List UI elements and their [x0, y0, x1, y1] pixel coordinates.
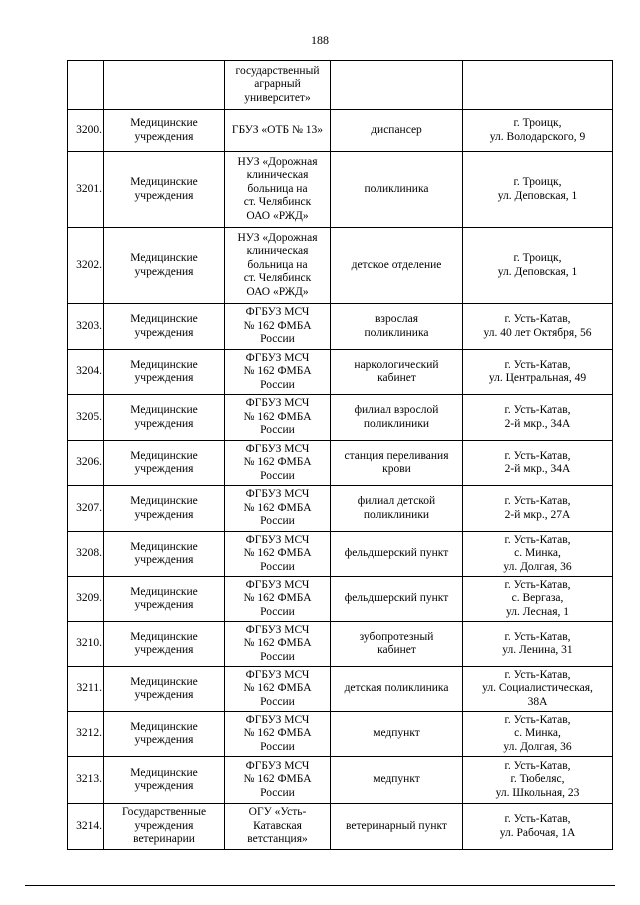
- category-cell-line: учреждения: [134, 463, 194, 475]
- address-cell-line: г. Усть-Катав,: [504, 313, 571, 325]
- table-row: [68, 532, 613, 577]
- category-cell: [104, 350, 225, 395]
- organization-cell-line: № 162 ФМБА: [243, 592, 312, 605]
- organization-cell: [225, 61, 331, 110]
- address-cell-line: ул. Лесная, 1: [506, 605, 569, 618]
- category-cell: [104, 486, 225, 532]
- footer-rule: [25, 885, 615, 886]
- type-cell-line: медпункт: [373, 773, 420, 786]
- type-cell: [331, 577, 463, 622]
- address-cell: [463, 61, 613, 110]
- organization-cell-line: № 162 ФМБА: [243, 319, 312, 332]
- category-cell-line: учреждения: [134, 734, 194, 746]
- address-cell-line: г. Усть-Катав,: [504, 713, 571, 726]
- row-number-cell: 3208.: [68, 532, 104, 577]
- table-row: [68, 486, 613, 532]
- type-cell-line: диспансер: [371, 123, 422, 136]
- organization-cell-line: ФГБУЗ МСЧ: [245, 533, 310, 546]
- category-cell-line: Медицинские: [130, 766, 198, 779]
- organization-cell-line: ФГБУЗ МСЧ: [245, 668, 310, 681]
- category-cell-line: Медицинские: [130, 630, 198, 643]
- organization-cell-line: России: [260, 515, 295, 528]
- row-number-cell: 3214.: [68, 804, 104, 850]
- organization-cell: [225, 577, 331, 622]
- organization-cell-line: № 162 ФМБА: [243, 410, 312, 423]
- organization-cell-line: России: [260, 333, 295, 346]
- address-cell-line: ул. 40 лет Октября, 56: [483, 326, 592, 339]
- row-number-cell: 3200.: [68, 110, 104, 152]
- type-cell: [331, 350, 463, 395]
- organization-cell-line: ОАО «РЖД»: [246, 209, 309, 222]
- category-cell: [104, 441, 225, 486]
- category-cell-line: Медицинские: [130, 449, 198, 462]
- address-cell-line: г. Усть-Катав,: [504, 578, 571, 591]
- organization-cell-line: государственный: [235, 64, 320, 77]
- address-cell-line: г. Усть-Катав,: [504, 404, 571, 416]
- row-number-cell: 3211.: [68, 667, 104, 712]
- address-cell: [463, 712, 613, 757]
- address-cell-line: 2-й мкр., 27А: [504, 508, 571, 521]
- organization-cell-line: России: [260, 424, 295, 437]
- table-row: [68, 804, 613, 850]
- type-cell: [331, 441, 463, 486]
- organization-cell: [225, 486, 331, 532]
- organization-cell-line: клиническая: [246, 169, 309, 182]
- address-cell-line: г. Тюбеляс,: [510, 773, 565, 786]
- organization-cell-line: ФГБУЗ МСЧ: [245, 306, 310, 319]
- category-cell: [104, 395, 225, 441]
- type-cell: [331, 804, 463, 850]
- type-cell-line: детское отделение: [351, 258, 442, 271]
- address-cell: [463, 486, 613, 532]
- row-number-cell: 3212.: [68, 712, 104, 757]
- type-cell-line: кабинет: [377, 372, 416, 384]
- row-number-cell: 3205.: [68, 395, 104, 441]
- organization-cell-line: № 162 ФМБА: [243, 682, 312, 695]
- category-cell-line: учреждения: [134, 130, 194, 143]
- table-row: [68, 61, 613, 110]
- type-cell-line: поликлиники: [363, 508, 430, 521]
- category-cell: [104, 110, 225, 152]
- address-cell-line: г. Усть-Катав,: [504, 533, 571, 546]
- table-row: [68, 395, 613, 441]
- organization-cell-line: ФГБУЗ МСЧ: [245, 713, 310, 726]
- registry-table: [67, 60, 613, 850]
- address-cell: [463, 110, 613, 152]
- category-cell-line: Медицинские: [130, 404, 198, 416]
- organization-cell: [225, 712, 331, 757]
- type-cell-line: зубопротезный: [359, 630, 434, 643]
- table-row: [68, 441, 613, 486]
- address-cell: [463, 228, 613, 304]
- category-cell-line: учреждения: [134, 326, 194, 339]
- table-row: [68, 110, 613, 152]
- category-cell: [104, 61, 225, 110]
- type-cell-line: детская поликлиника: [344, 682, 449, 695]
- category-cell-line: учреждения: [134, 554, 194, 566]
- organization-cell-line: № 162 ФМБА: [243, 637, 312, 650]
- address-cell-line: с. Минка,: [514, 727, 561, 740]
- organization-cell-line: России: [260, 695, 295, 708]
- address-cell: [463, 441, 613, 486]
- organization-cell-line: № 162 ФМБА: [243, 547, 312, 560]
- table-row: [68, 712, 613, 757]
- registry-table-body: [68, 61, 613, 850]
- organization-cell-line: больница на: [247, 258, 308, 271]
- organization-cell-line: № 162 ФМБА: [243, 727, 312, 740]
- type-cell-line: филиал детской: [357, 495, 436, 507]
- category-cell-line: Медицинские: [130, 585, 198, 598]
- address-cell: [463, 757, 613, 804]
- address-cell-line: ул. Центральная, 49: [488, 372, 587, 384]
- address-cell: [463, 804, 613, 850]
- category-cell-line: Медицинские: [130, 540, 198, 553]
- organization-cell-line: России: [260, 469, 295, 482]
- organization-cell-line: ФГБУЗ МСЧ: [245, 397, 310, 410]
- organization-cell-line: ФГБУЗ МСЧ: [245, 759, 310, 772]
- organization-cell: [225, 532, 331, 577]
- category-cell-line: Медицинские: [130, 675, 198, 688]
- address-cell: [463, 667, 613, 712]
- type-cell-line: наркологический: [354, 358, 439, 371]
- category-cell-line: учреждения: [134, 265, 194, 278]
- row-number-cell: 3206.: [68, 441, 104, 486]
- type-cell: [331, 532, 463, 577]
- organization-cell-line: России: [260, 650, 295, 663]
- organization-cell-line: ГБУЗ «ОТБ № 13»: [231, 123, 324, 136]
- address-cell: [463, 350, 613, 395]
- type-cell: [331, 395, 463, 441]
- table-row: [68, 228, 613, 304]
- organization-cell-line: Катавская: [253, 819, 302, 832]
- row-number-cell: 3202.: [68, 228, 104, 304]
- category-cell-line: учреждения: [134, 372, 194, 384]
- address-cell-line: 38А: [527, 695, 548, 708]
- organization-cell: [225, 228, 331, 304]
- type-cell-line: ветеринарный пункт: [346, 819, 447, 832]
- organization-cell-line: ФГБУЗ МСЧ: [245, 488, 310, 501]
- type-cell-line: фельдшерский пункт: [344, 592, 449, 605]
- row-number-cell: 3204.: [68, 350, 104, 395]
- address-cell-line: г. Усть-Катав,: [504, 358, 571, 371]
- type-cell: [331, 486, 463, 532]
- organization-cell: [225, 304, 331, 350]
- address-cell-line: 2-й мкр., 34А: [504, 463, 571, 475]
- category-cell: [104, 804, 225, 850]
- address-cell-line: г. Усть-Катав,: [504, 813, 571, 825]
- address-cell-line: с. Вергаза,: [511, 592, 564, 605]
- address-cell-line: ул. Долгая, 36: [503, 740, 572, 753]
- organization-cell-line: России: [260, 786, 295, 799]
- table-row: [68, 304, 613, 350]
- category-cell-line: учреждения: [134, 508, 194, 521]
- table-row: [68, 667, 613, 712]
- address-cell: [463, 304, 613, 350]
- organization-cell-line: университет»: [244, 91, 311, 104]
- address-cell-line: 2-й мкр., 34А: [504, 417, 571, 430]
- type-cell-line: взрослая: [375, 313, 418, 325]
- address-cell-line: г. Троицк,: [513, 176, 562, 188]
- organization-cell-line: России: [260, 560, 295, 573]
- address-cell-line: г. Усть-Катав,: [504, 759, 571, 772]
- type-cell: [331, 304, 463, 350]
- organization-cell-line: НУЗ «Дорожная: [237, 231, 318, 244]
- organization-cell: [225, 395, 331, 441]
- category-cell-line: учреждения: [134, 417, 194, 430]
- category-cell: [104, 712, 225, 757]
- organization-cell: [225, 110, 331, 152]
- organization-cell: [225, 441, 331, 486]
- category-cell-line: учреждения: [134, 189, 194, 202]
- address-cell-line: ул. Долгая, 36: [503, 560, 572, 573]
- address-cell-line: г. Усть-Катав,: [504, 495, 571, 507]
- organization-cell-line: ФГБУЗ МСЧ: [245, 578, 310, 591]
- address-cell: [463, 532, 613, 577]
- table-row: [68, 350, 613, 395]
- address-cell-line: с. Минка,: [514, 547, 561, 560]
- type-cell: [331, 712, 463, 757]
- address-cell: [463, 152, 613, 228]
- organization-cell-line: России: [260, 378, 295, 391]
- type-cell: [331, 61, 463, 110]
- category-cell: [104, 152, 225, 228]
- category-cell: [104, 532, 225, 577]
- category-cell-line: учреждения: [134, 644, 194, 656]
- category-cell-line: учреждения: [134, 689, 194, 701]
- type-cell: [331, 667, 463, 712]
- address-cell: [463, 622, 613, 667]
- organization-cell-line: ФГБУЗ МСЧ: [245, 623, 310, 636]
- type-cell-line: поликлиники: [363, 417, 430, 430]
- row-number-cell: 3207.: [68, 486, 104, 532]
- organization-cell-line: № 162 ФМБА: [243, 456, 312, 469]
- row-number-cell: 3203.: [68, 304, 104, 350]
- page-number: 188: [311, 33, 329, 47]
- organization-cell-line: ФГБУЗ МСЧ: [245, 351, 310, 364]
- organization-cell-line: больница на: [247, 182, 308, 195]
- category-cell: [104, 304, 225, 350]
- organization-cell-line: ОАО «РЖД»: [246, 285, 309, 298]
- row-number-cell: [68, 61, 104, 110]
- type-cell-line: станция переливания: [344, 449, 449, 462]
- category-cell: [104, 228, 225, 304]
- address-cell: [463, 577, 613, 622]
- address-cell-line: ул. Володарского, 9: [489, 130, 586, 143]
- type-cell-line: поликлиника: [364, 182, 429, 195]
- address-cell-line: г. Троицк,: [513, 252, 562, 264]
- organization-cell: [225, 152, 331, 228]
- organization-cell: [225, 804, 331, 850]
- category-cell-line: Медицинские: [130, 495, 198, 507]
- category-cell: [104, 667, 225, 712]
- type-cell-line: поликлиника: [364, 326, 429, 339]
- category-cell-line: Медицинские: [130, 720, 198, 733]
- type-cell: [331, 152, 463, 228]
- table-row: [68, 757, 613, 804]
- category-cell-line: Государственные: [121, 806, 207, 819]
- type-cell-line: кабинет: [377, 644, 416, 656]
- address-cell-line: ул. Ленина, 31: [502, 644, 573, 656]
- address-cell-line: ул. Социалистическая,: [482, 682, 593, 695]
- address-cell-line: г. Усть-Катав,: [504, 668, 571, 681]
- category-cell-line: учреждения: [134, 599, 194, 611]
- category-cell-line: Медицинские: [130, 313, 198, 325]
- organization-cell: [225, 757, 331, 804]
- organization-cell-line: ст. Челябинск: [243, 196, 312, 209]
- row-number-cell: 3210.: [68, 622, 104, 667]
- address-cell-line: г. Троицк,: [513, 117, 562, 129]
- organization-cell-line: России: [260, 740, 295, 753]
- category-cell-line: Медицинские: [130, 358, 198, 371]
- type-cell: [331, 228, 463, 304]
- category-cell: [104, 577, 225, 622]
- type-cell: [331, 757, 463, 804]
- address-cell-line: ул. Деповская, 1: [497, 189, 578, 202]
- address-cell-line: г. Усть-Катав,: [504, 449, 571, 462]
- category-cell-line: учреждения: [134, 819, 194, 832]
- type-cell-line: медпункт: [373, 727, 420, 740]
- organization-cell-line: клиническая: [246, 245, 309, 258]
- organization-cell-line: ОГУ «Усть-: [248, 806, 307, 819]
- organization-cell: [225, 622, 331, 667]
- table-row: [68, 152, 613, 228]
- type-cell: [331, 622, 463, 667]
- row-number-cell: 3201.: [68, 152, 104, 228]
- address-cell: [463, 395, 613, 441]
- organization-cell-line: № 162 ФМБА: [243, 773, 312, 786]
- row-number-cell: 3213.: [68, 757, 104, 804]
- organization-cell-line: № 162 ФМБА: [243, 501, 312, 514]
- organization-cell: [225, 667, 331, 712]
- row-number-cell: 3209.: [68, 577, 104, 622]
- organization-cell-line: ФГБУЗ МСЧ: [245, 442, 310, 455]
- category-cell: [104, 622, 225, 667]
- organization-cell-line: № 162 ФМБА: [243, 365, 312, 378]
- type-cell-line: фельдшерский пункт: [344, 547, 449, 560]
- organization-cell-line: аграрный: [254, 78, 301, 91]
- category-cell-line: Медицинские: [130, 176, 198, 188]
- organization-cell-line: ст. Челябинск: [243, 272, 312, 285]
- category-cell: [104, 757, 225, 804]
- organization-cell: [225, 350, 331, 395]
- organization-cell-line: России: [260, 605, 295, 618]
- address-cell-line: ул. Рабочая, 1А: [499, 826, 576, 839]
- type-cell-line: филиал взрослой: [354, 404, 439, 416]
- table-row: [68, 622, 613, 667]
- category-cell-line: Медицинские: [130, 252, 198, 264]
- category-cell-line: учреждения: [134, 780, 194, 792]
- address-cell-line: г. Усть-Катав,: [504, 630, 571, 643]
- type-cell-line: крови: [382, 463, 411, 475]
- organization-cell-line: НУЗ «Дорожная: [237, 155, 318, 168]
- category-cell-line: ветеринарии: [133, 833, 195, 846]
- address-cell-line: ул. Школьная, 23: [495, 786, 580, 799]
- table-row: [68, 577, 613, 622]
- address-cell-line: ул. Деповская, 1: [497, 265, 578, 278]
- organization-cell-line: ветстанция»: [247, 833, 308, 846]
- type-cell: [331, 110, 463, 152]
- category-cell-line: Медицинские: [130, 117, 198, 129]
